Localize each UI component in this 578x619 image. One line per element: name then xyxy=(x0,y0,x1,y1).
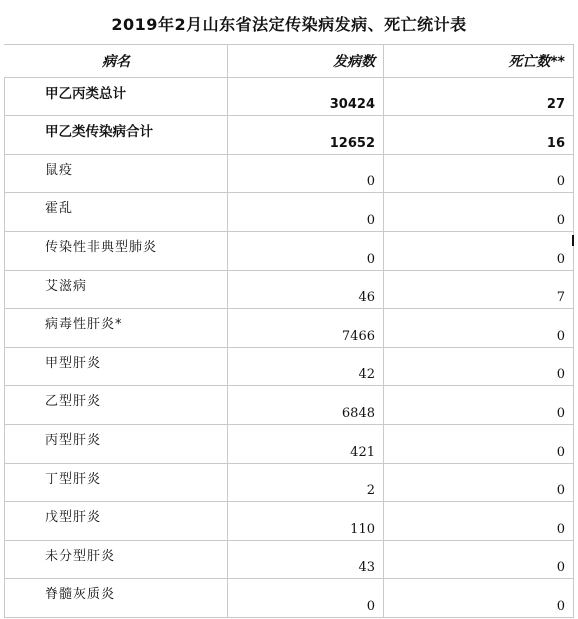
disease-name-cell xyxy=(5,347,228,386)
table-row xyxy=(5,270,574,309)
cases-value: 12652 xyxy=(329,135,375,151)
table-row xyxy=(5,540,574,579)
disease-name-cell xyxy=(5,463,228,502)
cases-cell xyxy=(228,579,384,618)
table-row xyxy=(5,424,574,463)
disease-name-cell xyxy=(5,540,228,579)
cases-value: 110 xyxy=(350,521,375,537)
disease-name: 艾滋病 xyxy=(45,278,88,294)
table-row xyxy=(5,463,574,502)
deaths-value: 16 xyxy=(546,135,565,151)
deaths-value: 0 xyxy=(556,367,565,383)
disease-name: 未分型肝炎 xyxy=(45,548,116,564)
table-row xyxy=(5,386,574,425)
deaths-cell xyxy=(384,463,574,502)
deaths-value: 0 xyxy=(556,560,565,576)
page-title: 2019年2月山东省法定传染病发病、死亡统计表 xyxy=(111,15,467,34)
header-deaths: 死亡数** xyxy=(384,45,574,78)
disease-name-cell xyxy=(5,270,228,309)
deaths-cell xyxy=(384,116,574,154)
cases-cell xyxy=(228,78,384,116)
deaths-cell xyxy=(384,347,574,386)
deaths-cell xyxy=(384,78,574,116)
disease-name-cell xyxy=(5,502,228,541)
deaths-value: 0 xyxy=(556,174,565,190)
disease-name-cell xyxy=(5,309,228,348)
deaths-cell xyxy=(384,579,574,618)
disease-name-cell xyxy=(5,193,228,232)
disease-name: 病毒性肝炎* xyxy=(45,317,123,333)
table-row xyxy=(5,347,574,386)
deaths-value: 7 xyxy=(556,290,565,306)
cases-value: 0 xyxy=(366,212,375,228)
header-disease-name: 病名 xyxy=(5,45,228,78)
disease-name: 丙型肝炎 xyxy=(45,432,102,448)
cases-value: 2 xyxy=(366,483,375,499)
deaths-cell xyxy=(384,154,574,193)
disease-name: 甲型肝炎 xyxy=(45,355,102,371)
cases-value: 0 xyxy=(366,598,375,614)
deaths-value: 0 xyxy=(556,483,565,499)
table-row xyxy=(5,193,574,232)
disease-name: 甲乙类传染病合计 xyxy=(45,124,153,141)
disease-name-cell xyxy=(5,231,228,270)
deaths-cell xyxy=(384,231,574,270)
table-row xyxy=(5,502,574,541)
cases-cell xyxy=(228,540,384,579)
disease-name: 传染性非典型肺炎 xyxy=(45,239,158,255)
table-row-grand-total xyxy=(5,78,574,116)
disease-name: 脊髓灰质炎 xyxy=(45,587,116,603)
cases-cell xyxy=(228,309,384,348)
cases-value: 0 xyxy=(366,174,375,190)
table-header-row xyxy=(5,45,574,78)
cases-cell xyxy=(228,463,384,502)
cases-value: 0 xyxy=(366,251,375,267)
cases-value: 43 xyxy=(358,560,375,576)
cases-cell xyxy=(228,270,384,309)
cases-value: 6848 xyxy=(341,405,375,421)
cases-cell xyxy=(228,116,384,154)
deaths-value: 27 xyxy=(546,97,565,113)
deaths-cell xyxy=(384,540,574,579)
deaths-cell xyxy=(384,424,574,463)
disease-name: 鼠疫 xyxy=(45,162,74,178)
table-row xyxy=(5,309,574,348)
deaths-value: 0 xyxy=(556,328,565,344)
deaths-value: 0 xyxy=(556,212,565,228)
deaths-value: 0 xyxy=(556,521,565,537)
disease-name-cell xyxy=(5,386,228,425)
disease-name: 丁型肝炎 xyxy=(45,471,102,487)
cases-cell xyxy=(228,386,384,425)
disease-name-cell xyxy=(5,579,228,618)
disease-name: 霍乱 xyxy=(45,201,74,217)
deaths-cell xyxy=(384,193,574,232)
disease-name: 乙型肝炎 xyxy=(45,394,102,410)
cases-value: 46 xyxy=(358,290,375,306)
disease-name-cell xyxy=(5,424,228,463)
table-row xyxy=(5,579,574,618)
disease-name-cell xyxy=(5,116,228,154)
deaths-value: 0 xyxy=(556,251,565,267)
disease-name-cell xyxy=(5,154,228,193)
cases-cell xyxy=(228,502,384,541)
disease-statistics-table xyxy=(4,44,574,618)
deaths-cell xyxy=(384,386,574,425)
disease-name-cell xyxy=(5,78,228,116)
cases-cell xyxy=(228,424,384,463)
deaths-cell xyxy=(384,309,574,348)
deaths-value: 0 xyxy=(556,405,565,421)
cases-value: 421 xyxy=(350,444,375,460)
table-row-subtotal xyxy=(5,116,574,154)
deaths-cell xyxy=(384,502,574,541)
cases-cell xyxy=(228,154,384,193)
table-row xyxy=(5,154,574,193)
cases-value: 42 xyxy=(358,367,375,383)
disease-name: 甲乙丙类总计 xyxy=(45,86,126,102)
cases-cell xyxy=(228,347,384,386)
cases-cell xyxy=(228,231,384,270)
deaths-value: 0 xyxy=(556,444,565,460)
header-cases: 发病数 xyxy=(228,45,384,78)
cases-cell xyxy=(228,193,384,232)
text-cursor-mark xyxy=(572,235,574,246)
cases-value: 30424 xyxy=(329,97,375,113)
table-row xyxy=(5,231,574,270)
deaths-cell xyxy=(384,270,574,309)
cases-value: 7466 xyxy=(341,328,375,344)
disease-name: 戊型肝炎 xyxy=(45,510,102,526)
deaths-value: 0 xyxy=(556,598,565,614)
